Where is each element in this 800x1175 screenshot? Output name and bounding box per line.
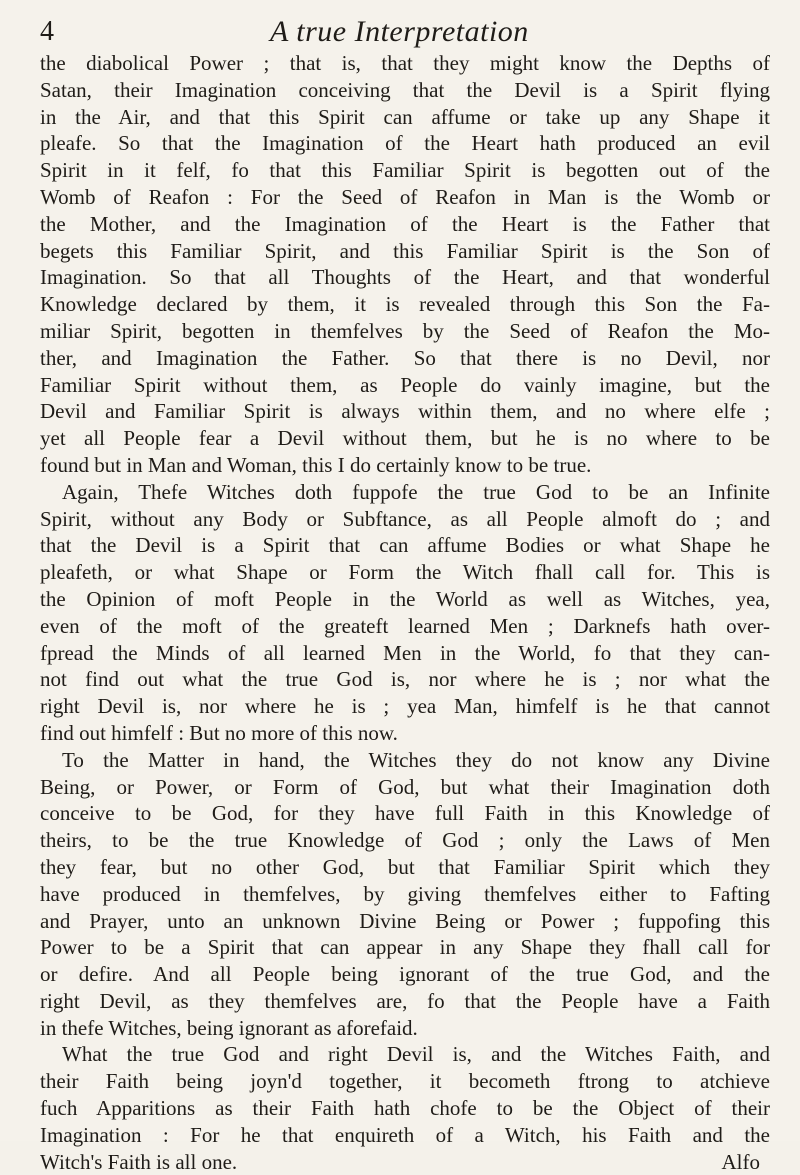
text-line: Being, or Power, or Form of God, but what their Imagination doth [40, 774, 770, 799]
text-line: fuch Apparitions as their Faith hath chofe to be the Object of their [40, 1096, 770, 1121]
text-line: that the Devil is a Spirit that can affume Bodies or what Shape he [40, 533, 770, 558]
text-line: Spirit in it felf, fo that this Familiar Spirit is begotten out of the [40, 158, 770, 183]
text-line: not find out what the true God is, nor where he is ; nor what the [40, 667, 770, 692]
text-line: or defire. And all People being ignorant of the true God, and the [40, 962, 770, 987]
text-line: ther, and Imagination the Father. So that there is no Devil, nor [40, 345, 770, 370]
text-line: even of the moft of the greateft learned Men ; Darknefs hath over- [40, 613, 770, 638]
text-line: conceive to be God, for they have full Faith in this Knowledge of [40, 801, 770, 826]
text-line: Imagination. So that all Thoughts of the Heart, and that wonderful [40, 265, 770, 290]
text-line: begets this Familiar Spirit, and this Familiar Spirit is the Son of [40, 238, 770, 263]
text-line: the Opinion of moft People in the World as well as Witches, yea, [40, 586, 770, 611]
page-header [40, 12, 780, 52]
text-line: they fear, but no other God, but that Familiar Spirit which they [40, 854, 770, 879]
text-line: find out himfelf : But no more of this now. [40, 720, 398, 745]
text-line: have produced in themfelves, by giving themfelves either to Fafting [40, 881, 770, 906]
text-line: yet all People fear a Devil without them, but he is no where to be [40, 426, 770, 451]
text-line: in the Air, and that this Spirit can affume or take up any Shape it [40, 104, 770, 129]
text-line: To the Matter in hand, the Witches they do not know any Divine [62, 747, 770, 772]
text-line: found but in Man and Woman, this I do certainly know to be true. [40, 452, 592, 477]
running-head: A true Interpretation [270, 15, 529, 48]
text-line: in thefe Witches, being ignorant as aforefaid. [40, 1015, 418, 1040]
text-line: fpread the Minds of all learned Men in the World, fo that they can- [40, 640, 770, 665]
text-line: Again, Thefe Witches doth fuppofe the true God to be an Infinite [62, 479, 770, 504]
text-line: miliar Spirit, begotten in themfelves by the Seed of Reafon the Mo- [40, 318, 770, 343]
text-line: pleafe. So that the Imagination of the Heart hath produced an evil [40, 131, 770, 156]
text-line: Familiar Spirit without them, as People do vainly imagine, but the [40, 372, 770, 397]
text-line: the diabolical Power ; that is, that they might know the Depths of [40, 51, 770, 75]
text-line: Power to be a Spirit that can appear in any Shape they fhall call for [40, 935, 770, 960]
text-line: Imagination : For he that enquireth of a Witch, his Faith and the [40, 1122, 770, 1147]
catchword: Alfo [721, 1149, 760, 1174]
text-line: and Prayer, unto an unknown Divine Being or Power ; fuppofing this [40, 908, 770, 933]
text-line: theirs, to be the true Knowledge of God ; only the Laws of Men [40, 828, 770, 853]
text-line: Spirit, without any Body or Subftance, as all People almoft do ; and [40, 506, 770, 531]
text-line: Knowledge declared by them, it is revealed through this Son the Fa- [40, 292, 770, 317]
text-line: Womb of Reafon : For the Seed of Reafon in Man is the Womb or [40, 184, 770, 209]
text-line: What the true God and right Devil is, and the Witches Faith, and [62, 1042, 770, 1067]
final-text-line [40, 1149, 770, 1175]
text-line: right Devil, as they themfelves are, fo that the People have a Faith [40, 988, 770, 1013]
text-line: the Mother, and the Imagination of the Heart is the Father that [40, 211, 770, 236]
text-line: Satan, their Imagination conceiving that the Devil is a Spirit flying [40, 77, 770, 102]
body-text [40, 50, 770, 1175]
text-line: Witch's Faith is all one. [40, 1149, 238, 1174]
text-line: their Faith being joyn'd together, it becometh ftrong to atchieve [40, 1069, 770, 1094]
text-line: Devil and Familiar Spirit is always within them, and no where elfe ; [40, 399, 770, 424]
text-line: pleafeth, or what Shape or Form the Witch fhall call for. This is [40, 560, 770, 585]
text-line: right Devil is, nor where he is ; yea Man, himfelf is he that cannot [40, 694, 770, 719]
page-number: 4 [40, 16, 54, 47]
